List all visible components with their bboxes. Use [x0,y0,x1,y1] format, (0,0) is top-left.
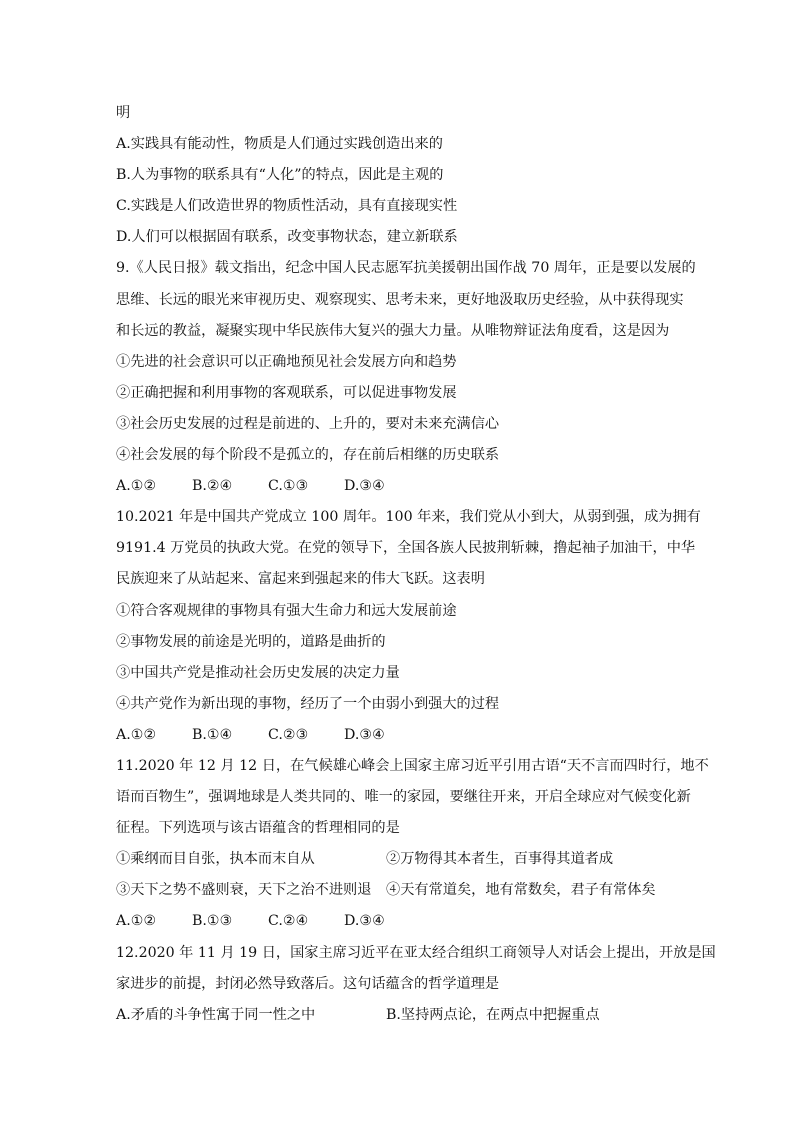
q10-statement-2: ②事物发展的前途是光明的，道路是曲折的 [116,633,386,650]
q8-option-c: C.实践是人们改造世界的物质性活动，具有直接现实性 [116,198,458,215]
q10-statement-4: ④共产党作为新出现的事物，经历了一个由弱小到强大的过程 [116,695,500,712]
q10-statement-3: ③中国共产党是推动社会历史发展的决定力量 [116,664,400,681]
q9-stem-line-2: 思维、长远的眼光来审视历史、观察现实、思考未来，更好地汲取历史经验，从中获得现实 [116,291,684,308]
q11-statement-2: ②万物得其本者生，百事得其道者成 [386,851,614,868]
q9-choices [116,471,686,502]
q10-statement-1: ①符合客观规律的事物具有强大生命力和远大发展前途 [116,602,457,619]
q12-option-b: B.坚持两点论，在两点中把握重点 [386,1006,600,1023]
q9-stem-line-1: 9.《人民日报》载文指出，纪念中国人民志愿军抗美援朝出国作战 70 周年，正是要以发展的 [116,260,696,277]
q10-choice-a: A.①② [116,726,157,743]
q11-stem-line-2: 语而百物生”，强调地球是人类共同的、唯一的家园，要继往开来，开启全球应对气候变化新 [116,789,691,806]
q9-statement-1: ①先进的社会意识可以正确地预见社会发展方向和趋势 [116,353,457,370]
q10-stem-line-3: 民族迎来了从站起来、富起来到强起来的伟大飞跃。这表明 [116,571,485,588]
q10-choices [116,720,686,751]
exam-page [116,98,716,1031]
q11-statements-row-2 [116,875,686,906]
q11-statement-4: ④天有常道矣，地有常数矣，君子有常体矣 [386,882,656,899]
q11-stem-line-3: 征程。下列选项与该古语蕴含的哲理相同的是 [116,820,400,837]
q12-stem-line-2: 家进步的前提，封闭必然导致落后。这句话蕴含的哲学道理是 [116,975,500,992]
q9-choice-a: A.①② [116,478,157,495]
q9-statement-2: ②正确把握和利用事物的客观联系，可以促进事物发展 [116,384,457,401]
q11-stem-line-1: 11.2020 年 12 月 12 日，在气候雄心峰会上国家主席习近平引用古语“天不言而四时行，地不 [116,757,709,774]
q11-choice-a: A.①② [116,913,157,930]
q9-choice-c: C.①③ [268,478,309,495]
q10-stem-line-2: 9191.4 万党员的执政大党。在党的领导下，全国各族人民披荆斩棘，撸起袖子加油干，中华 [116,540,696,557]
q12-stem-line-1: 12.2020 年 11 月 19 日，国家主席习近平在亚太经合组织工商领导人对话会上提出，开放是国 [116,944,716,961]
q11-choices [116,906,686,937]
q12-option-a: A.矛盾的斗争性寓于同一性之中 [116,1006,316,1023]
q9-stem-line-3: 和长远的教益，凝聚实现中华民族伟大复兴的强大力量。从唯物辩证法角度看，这是因为 [116,322,670,339]
q12-options-row-1 [116,1000,686,1031]
q9-statement-3: ③社会历史发展的过程是前进的、上升的，要对未来充满信心 [116,415,500,432]
q8-continuation: 明 [116,105,131,121]
q11-statement-3: ③天下之势不盛则衰，天下之治不进则退 [116,882,372,899]
q11-choice-b: B.①③ [192,913,233,930]
q9-statement-4: ④社会发展的每个阶段不是孤立的，存在前后相继的历史联系 [116,447,500,464]
q10-choice-d: D.③④ [344,726,385,743]
q8-option-a: A.实践具有能动性，物质是人们通过实践创造出来的 [116,136,443,153]
q8-option-b: B.人为事物的联系具有“人化”的特点，因此是主观的 [116,167,444,184]
q10-choice-c: C.②③ [268,726,309,743]
q11-choice-d: D.③④ [344,913,385,930]
q11-statements-row-1 [116,844,686,875]
q8-option-d: D.人们可以根据固有联系，改变事物状态，建立新联系 [116,229,458,246]
q11-choice-c: C.②④ [268,913,309,930]
q10-stem-line-1: 10.2021 年是中国共产党成立 100 周年。100 年来，我们党从小到大，从弱到强，成为拥有 [116,509,701,526]
q10-choice-b: B.①④ [192,726,233,743]
q11-statement-1: ①乘纲而目自张，执本而末自从 [116,851,315,868]
q9-choice-b: B.②④ [192,478,233,495]
q9-choice-d: D.③④ [344,478,385,495]
